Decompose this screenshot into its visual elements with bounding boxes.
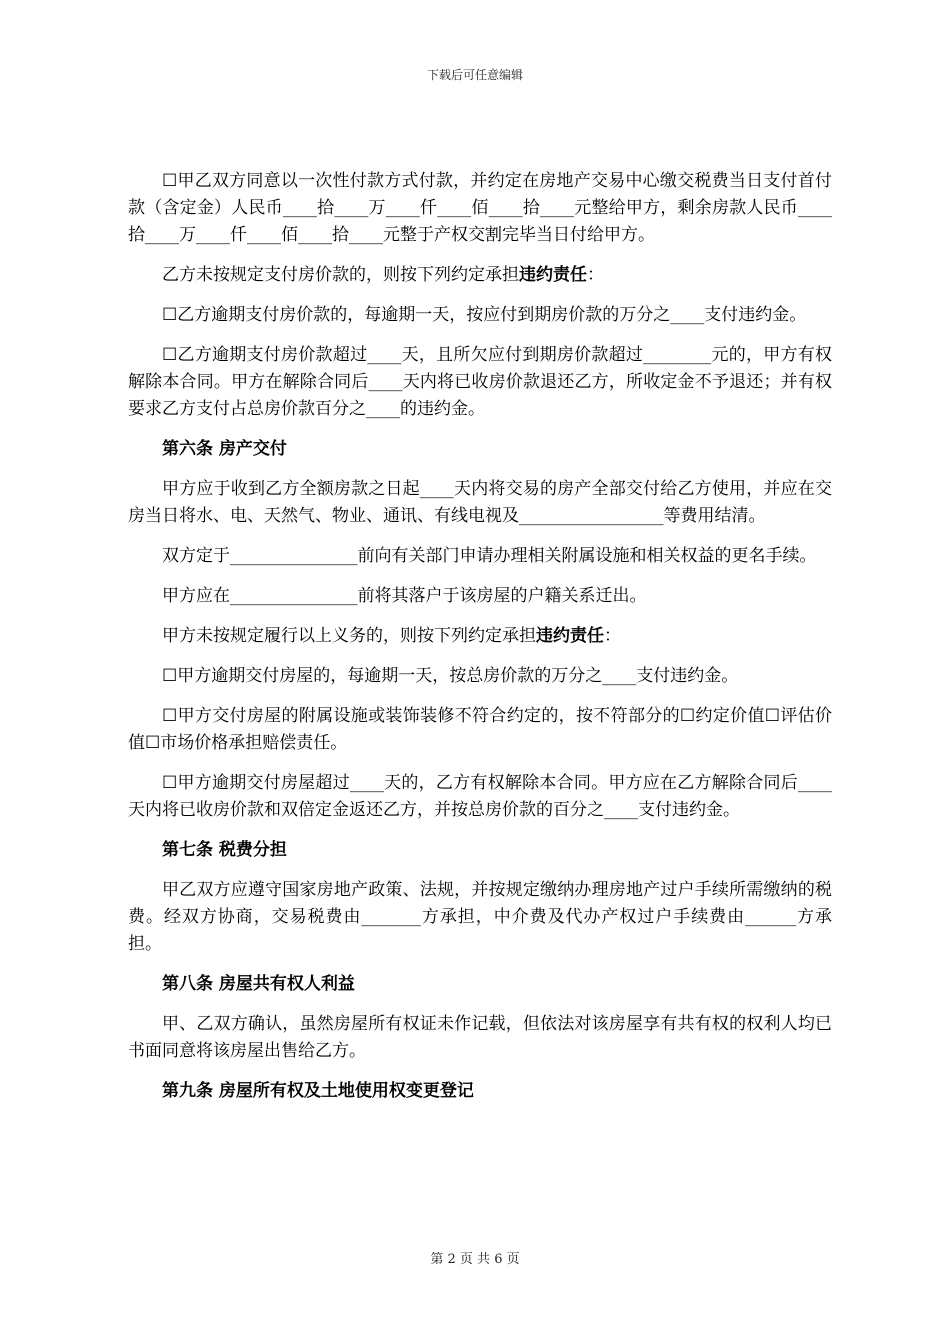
- page-header: 下载后可任意编辑: [426, 68, 523, 82]
- paragraph-buyer-overdue-daily: ☐乙方逾期支付房价款的，每逾期一天，按应付到期房价款的万分之____支付违约金。: [162, 305, 807, 325]
- paragraph-co-owner-consent: 甲、乙双方确认，虽然房屋所有权证未作记载，但依法对该房屋享有共有权的权利人均已书面同意将该房屋出售给乙方。: [128, 1014, 832, 1061]
- breach-liability-label: 违约责任: [536, 626, 604, 646]
- section-heading-9: 第九条 房屋所有权及土地使用权变更登记: [162, 1081, 474, 1101]
- paragraph-seller-overdue-daily: ☐甲方逾期交付房屋的，每逾期一天，按总房价款的万分之____支付违约金。: [162, 666, 739, 686]
- paragraph-facilities-compensation: ☐甲方交付房屋的附属设施或装饰装修不符合约定的，按不符部分的☐约定价值☐评估价值☐市场价格承担赔偿责任。: [128, 706, 832, 753]
- paragraph-buyer-overdue-termination: ☐乙方逾期支付房价款超过____天，且所欠应付到期房价款超过________元的，甲方有权解除本合同。甲方在解除合同后____天内将已收房价款退还乙方，所收定金不予退还；并有权要求乙方支付占总房价款百分之____的违约金。: [128, 345, 832, 419]
- breach-liability-label: 违约责任: [519, 265, 587, 285]
- paragraph-seller-breach-intro: 甲方未按规定履行以上义务的，则按下列约定承担违约责任：: [162, 626, 621, 646]
- paragraph-buyer-breach-intro: 乙方未按规定支付房价款的，则按下列约定承担违约责任：: [162, 265, 604, 285]
- paragraph-rename-procedures: 双方定于_______________前向有关部门申请办理相关附属设施和相关权益的更名手续。: [162, 546, 817, 566]
- section-heading-6: 第六条 房产交付: [162, 439, 287, 459]
- document-body: [128, 168, 832, 1118]
- paragraph-tax-sharing: 甲乙双方应遵守国家房地产政策、法规，并按规定缴纳办理房地产过户手续所需缴纳的税费。经双方协商，交易税费由_______方承担，中介费及代办产权过户手续费由______方承担。: [128, 880, 832, 954]
- paragraph-seller-overdue-termination: ☐甲方逾期交付房屋超过____天的，乙方有权解除本合同。甲方应在乙方解除合同后____天内将已收房价款和双倍定金返还乙方，并按总房价款的百分之____支付违约金。: [128, 773, 832, 820]
- section-heading-8: 第八条 房屋共有权人利益: [162, 974, 355, 994]
- section-heading-7: 第七条 税费分担: [162, 840, 287, 860]
- page-footer: 第 2 页 共 6 页: [430, 1252, 520, 1267]
- paragraph-lump-sum-payment: ☐甲乙双方同意以一次性付款方式付款，并约定在房地产交易中心缴交税费当日支付首付款（含定金）人民币____拾____万____仟____佰____拾____元整给甲方，剩余房款人民币____拾____万____仟____佰____拾____元整于产权交割完毕当日付给甲方。: [128, 171, 832, 245]
- paragraph-delivery-terms: 甲方应于收到乙方全额房款之日起____天内将交易的房产全部交付给乙方使用，并应在交房当日将水、电、天然气、物业、通讯、有线电视及_________________等费用结清。: [128, 479, 832, 526]
- paragraph-household-registration: 甲方应在_______________前将其落户于该房屋的户籍关系迁出。: [162, 586, 647, 606]
